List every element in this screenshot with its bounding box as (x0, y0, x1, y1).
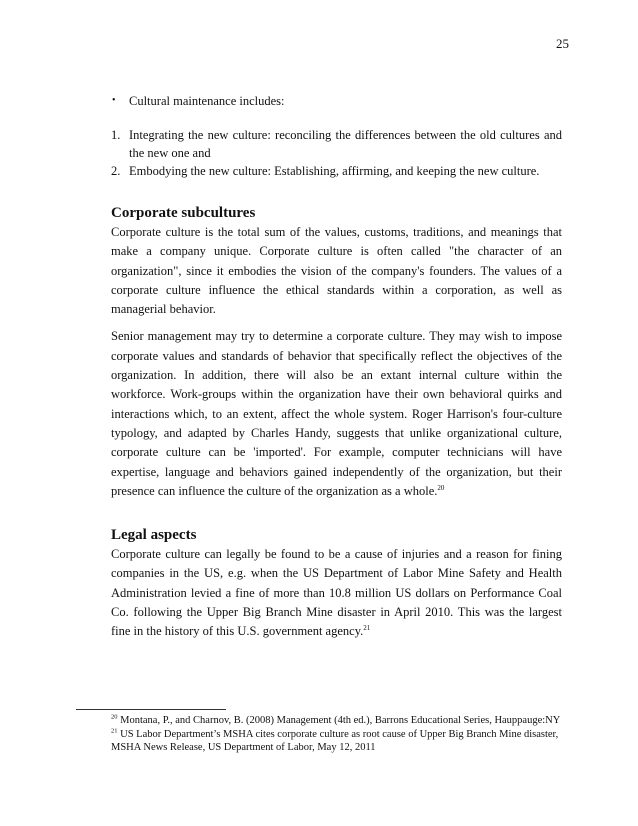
footnote-ref-21: 21 (363, 624, 371, 633)
main-content (111, 92, 562, 642)
numbered-list (111, 126, 562, 180)
footnote-divider (76, 709, 226, 710)
bullet-text: Cultural maintenance includes: (129, 94, 285, 108)
list-item-number: 2. (111, 164, 121, 178)
footnote-text: US Labor Department’s MSHA cites corporate culture as root cause of Upper Big Branch Mine disaster, MSHA News Release, US Department of Labor, May 12, 2011 (111, 728, 559, 753)
subcultures-paragraph-1: Corporate culture is the total sum of the values, customs, traditions, and meanings that make a company unique. Corporate culture is often called "the character of an organization", since it embodies the vision of the company's founders. The values of a corporate culture influence the ethical standards within a corporation, as well as managerial behavior. (111, 225, 562, 317)
list-item (111, 162, 562, 180)
footnote-ref-20: 20 (437, 483, 445, 492)
list-item (111, 126, 562, 162)
subcultures-paragraph-2-text: Senior management may try to determine a corporate culture. They may wish to impose corporate values and standards of behavior that specifically reflect the objectives of the organization. In addition, there will also be an extant internal culture within the workforce. Work-groups within the organization have their own behavioral quirks and interactions which, to an extent, affect the whole system. Roger Harrison's four-culture typology, and adapted by Charles Handy, suggests that unlike organizational culture, corporate culture can be 'imported'. For example, computer technicians will have expertise, language and behaviors gained independently of the organization, but their presence can influence the culture of the organization as a whole. (111, 329, 562, 498)
bullet-icon: • (112, 95, 116, 106)
footnote-21 (111, 728, 571, 755)
legal-paragraph-text: Corporate culture can legally be found to be a cause of injuries and a reason for fining companies in the US, e.g. when the US Department of Labor Mine Safety and Health Administration levied a fine of more than 10.8 million US dollars on Performance Coal Co. following the Upper Big Branch Mine disaster in April 2010. This was the largest fine in the history of this U.S. government agency. (111, 547, 562, 639)
footnote-text: Montana, P., and Charnov, B. (2008) Management (4th ed.), Barrons Educational Series, Hauppauge:NY (117, 715, 561, 726)
footnotes (111, 714, 571, 755)
subcultures-paragraph-2 (111, 327, 562, 501)
bullet-item (111, 92, 562, 110)
list-item-text: Integrating the new culture: reconciling the differences between the old cultures and the new one and (129, 128, 562, 160)
legal-paragraph (111, 545, 562, 641)
section-heading-legal: Legal aspects (111, 527, 197, 544)
footnote-number: 20 (111, 713, 118, 721)
list-item-number: 1. (111, 128, 121, 142)
page-number: 25 (556, 36, 569, 51)
footnote-20 (111, 714, 571, 728)
footnote-number: 21 (111, 727, 118, 734)
section-heading-subcultures: Corporate subcultures (111, 205, 256, 221)
list-item-text: Embodying the new culture: Establishing, affirming, and keeping the new culture. (129, 164, 540, 178)
